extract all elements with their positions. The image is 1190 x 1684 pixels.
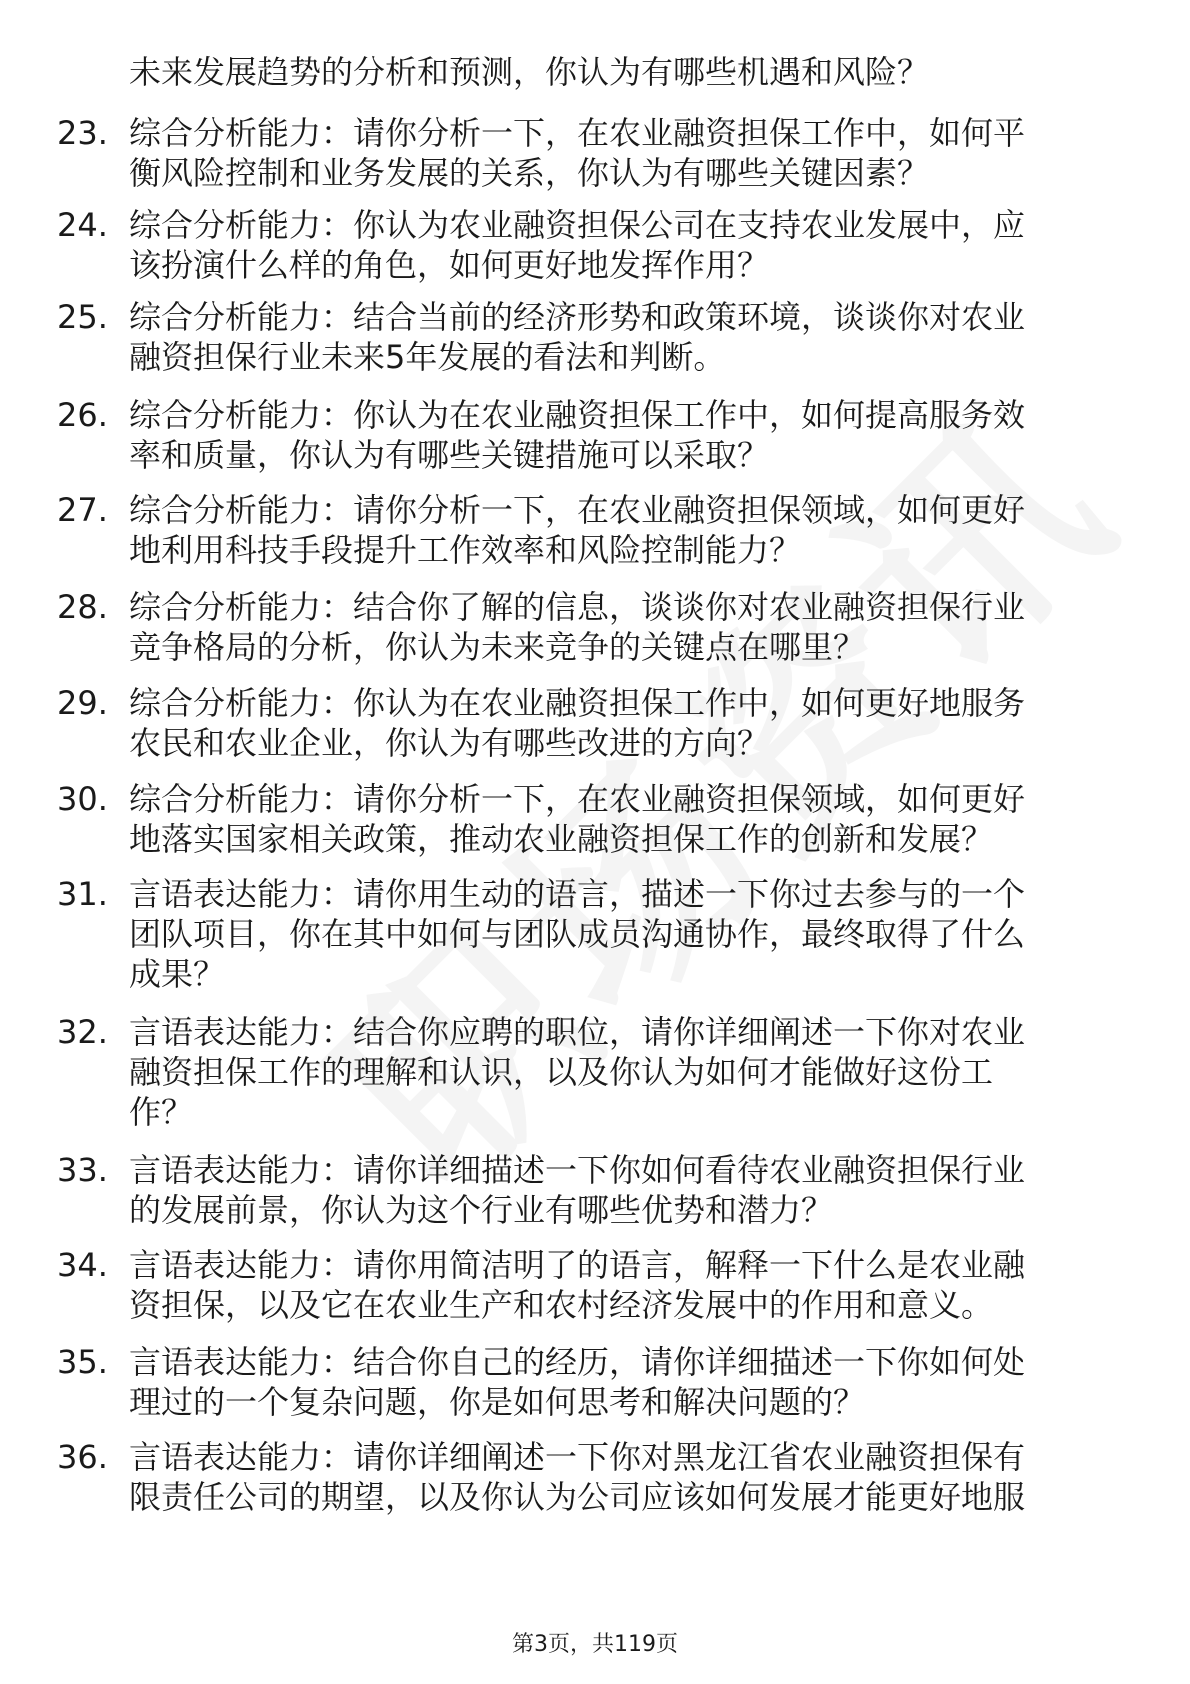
question-number: 32. [57, 1013, 108, 1051]
question-text [129, 1245, 1119, 1325]
page-footer: 第3页，共119页 [512, 1632, 678, 1657]
question-text-line: 融资担保工作的理解和认识，以及你认为如何才能做好这份工 [129, 1053, 994, 1091]
question-number: 25. [57, 298, 108, 336]
question-text-line: 综合分析能力：你认为农业融资担保公司在支持农业发展中，应 [129, 206, 1026, 244]
question-number: 33. [57, 1151, 108, 1189]
question-text-line: 言语表达能力：请你用生动的语言，描述一下你过去参与的一个 [129, 875, 1026, 913]
question-text-line: 综合分析能力：结合你了解的信息，谈谈你对农业融资担保行业 [129, 588, 1026, 626]
question-text-line: 综合分析能力：你认为在农业融资担保工作中，如何更好地服务 [129, 684, 1026, 722]
question-text-line: 综合分析能力：你认为在农业融资担保工作中，如何提高服务效 [129, 396, 1026, 434]
question-text-line: 作？ [129, 1093, 194, 1131]
question-number: 35. [57, 1343, 108, 1381]
question-number: 27. [57, 491, 108, 529]
question-text-line: 率和质量，你认为有哪些关键措施可以采取？ [129, 436, 770, 474]
question-text [129, 1342, 1119, 1422]
question-text [129, 113, 1119, 193]
question-text [129, 1150, 1119, 1230]
continued-line: 未来发展趋势的分析和预测，你认为有哪些机遇和风险？ [129, 53, 930, 91]
question-text-line: 理过的一个复杂问题，你是如何思考和解决问题的？ [129, 1383, 866, 1421]
question-text [129, 683, 1119, 763]
question-text-line: 言语表达能力：请你详细阐述一下你对黑龙江省农业融资担保有 [129, 1438, 1026, 1476]
question-text-line: 言语表达能力：请你详细描述一下你如何看待农业融资担保行业 [129, 1151, 1026, 1189]
question-text [129, 779, 1119, 859]
question-number: 23. [57, 114, 108, 152]
question-number: 31. [57, 875, 108, 913]
question-text-line: 综合分析能力：请你分析一下，在农业融资担保领域，如何更好 [129, 491, 1026, 529]
question-text [129, 1012, 1119, 1132]
question-text-line: 融资担保行业未来5年发展的看法和判断。 [129, 338, 726, 376]
question-text-line: 言语表达能力：结合你自己的经历，请你详细描述一下你如何处 [129, 1343, 1026, 1381]
question-text-line: 地落实国家相关政策，推动农业融资担保工作的创新和发展？ [129, 820, 994, 858]
question-text-line: 地利用科技手段提升工作效率和风险控制能力？ [129, 531, 802, 569]
question-text [129, 297, 1119, 377]
question-text [129, 490, 1119, 570]
question-text-line: 该扮演什么样的角色，如何更好地发挥作用？ [129, 246, 770, 284]
question-text-line: 综合分析能力：请你分析一下，在农业融资担保领域，如何更好 [129, 780, 1026, 818]
question-text [129, 395, 1119, 475]
question-text-line: 资担保，以及它在农业生产和农村经济发展中的作用和意义。 [129, 1286, 994, 1324]
question-number: 34. [57, 1246, 108, 1284]
question-text [129, 1437, 1119, 1517]
question-number: 26. [57, 396, 108, 434]
question-text-line: 言语表达能力：请你用简洁明了的语言，解释一下什么是农业融 [129, 1246, 1026, 1284]
question-text-line: 的发展前景，你认为这个行业有哪些优势和潜力？ [129, 1191, 834, 1229]
question-text-line: 衡风险控制和业务发展的关系，你认为有哪些关键因素？ [129, 154, 930, 192]
question-number: 28. [57, 588, 108, 626]
question-text-line: 综合分析能力：请你分析一下，在农业融资担保工作中，如何平 [129, 114, 1026, 152]
question-number: 30. [57, 780, 108, 818]
question-text-line: 成果？ [129, 955, 226, 993]
question-text-line: 限责任公司的期望，以及你认为公司应该如何发展才能更好地服 [129, 1478, 1026, 1516]
question-number: 24. [57, 206, 108, 244]
question-text [129, 587, 1119, 667]
question-number: 36. [57, 1438, 108, 1476]
question-text-line: 言语表达能力：结合你应聘的职位，请你详细阐述一下你对农业 [129, 1013, 1026, 1051]
question-text-line: 综合分析能力：结合当前的经济形势和政策环境，谈谈你对农业 [129, 298, 1026, 336]
question-text [129, 874, 1119, 994]
question-text-line: 团队项目，你在其中如何与团队成员沟通协作，最终取得了什么 [129, 915, 1026, 953]
question-text-line: 农民和农业企业，你认为有哪些改进的方向？ [129, 724, 770, 762]
question-number: 29. [57, 684, 108, 722]
question-text-line: 竞争格局的分析，你认为未来竞争的关键点在哪里？ [129, 628, 866, 666]
question-text [129, 205, 1119, 285]
